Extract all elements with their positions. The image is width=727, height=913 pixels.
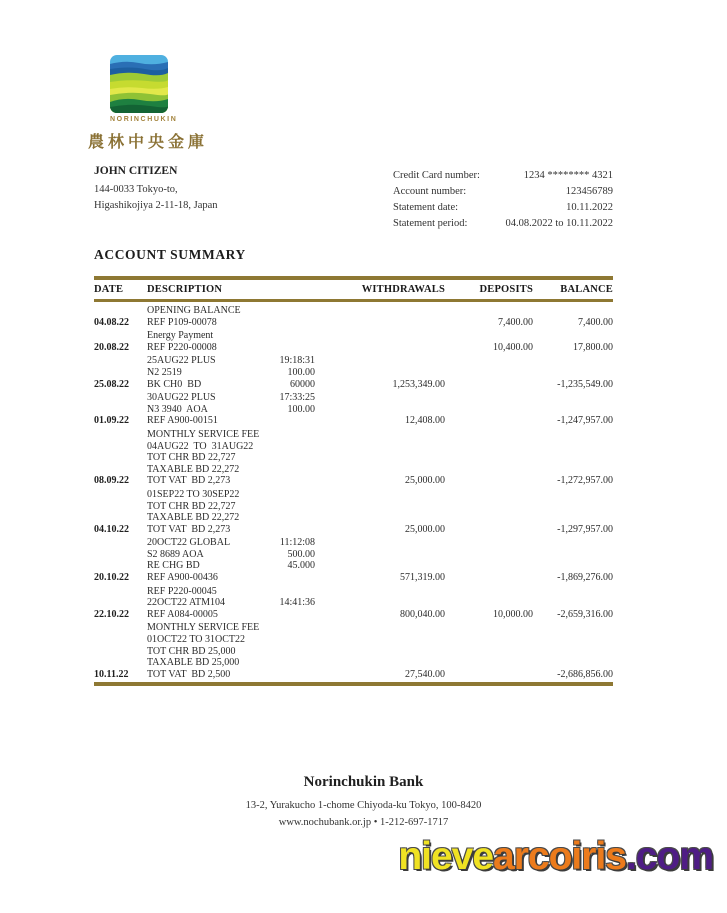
transaction-date-cell	[94, 646, 147, 658]
withdrawals-cell	[353, 342, 445, 354]
balance-cell	[533, 560, 613, 572]
transaction-description-cell	[147, 609, 353, 621]
description-text: TOT CHR BD 22,727	[147, 500, 236, 512]
description-text: TOT VAT BD 2,273	[147, 523, 231, 535]
description-text: REF A900-00436	[147, 572, 218, 584]
statement-period-value: 04.08.2022 to 10.11.2022	[505, 218, 613, 229]
transaction-date-cell	[94, 537, 147, 549]
transaction-description-cell	[147, 560, 353, 572]
balance-cell	[533, 512, 613, 524]
deposits-cell	[445, 572, 533, 584]
balance-cell: 7,400.00	[578, 316, 613, 328]
transaction-date-cell	[94, 404, 147, 416]
description-text: MONTHLY SERVICE FEE	[147, 622, 260, 634]
deposits-cell	[445, 646, 533, 658]
balance-cell: -2,686,856.00	[557, 668, 613, 680]
table-bottom-rule	[94, 682, 613, 686]
balance-cell	[533, 452, 613, 464]
deposits-cell	[445, 669, 533, 681]
withdrawals-cell	[353, 330, 445, 342]
balance-cell	[533, 646, 613, 658]
table-body	[94, 302, 613, 682]
transaction-description-cell	[147, 441, 353, 453]
statement-date-value: 10.11.2022	[566, 202, 613, 213]
description-value: 60000	[290, 378, 315, 390]
description-text: 20OCT22 GLOBAL	[147, 537, 231, 549]
table-row	[94, 379, 613, 391]
transaction-block	[94, 305, 613, 328]
transaction-date-cell	[94, 560, 147, 572]
transaction-description-cell	[147, 572, 353, 584]
balance-cell: -1,247,957.00	[557, 415, 613, 427]
transaction-date-cell	[94, 441, 147, 453]
withdrawals-cell	[353, 305, 445, 317]
table-row	[94, 317, 613, 329]
table-row	[94, 572, 613, 584]
withdrawals-cell	[353, 537, 445, 549]
description-text: 04AUG22 TO 31AUG22	[147, 440, 254, 452]
withdrawals-cell	[353, 367, 445, 379]
transaction-date-cell	[94, 586, 147, 598]
account-info-row	[393, 184, 613, 200]
transaction-date-cell	[94, 464, 147, 476]
table-row	[94, 441, 613, 453]
transaction-block	[94, 330, 613, 353]
deposits-cell	[445, 429, 533, 441]
table-row	[94, 415, 613, 427]
deposits-cell	[445, 441, 533, 453]
table-row	[94, 512, 613, 524]
transaction-date-cell	[94, 392, 147, 404]
description-text: TOT CHR BD 25,000	[147, 645, 236, 657]
bank-name-japanese: 農林中央金庫	[88, 134, 209, 151]
deposits-cell	[445, 305, 533, 317]
balance-cell	[533, 586, 613, 598]
transaction-description-cell	[147, 317, 353, 329]
balance-cell	[533, 330, 613, 342]
description-text: TAXABLE BD 22,272	[147, 463, 240, 475]
table-row	[94, 560, 613, 572]
transaction-date-cell: 08.09.22	[94, 475, 129, 487]
table-row	[94, 342, 613, 354]
description-text: TAXABLE BD 22,272	[147, 512, 240, 524]
customer-block	[94, 165, 218, 214]
description-text: RE CHG BD	[147, 560, 200, 572]
transaction-description-cell	[147, 355, 353, 367]
balance-cell	[533, 404, 613, 416]
description-text: REF A084-00005	[147, 608, 218, 620]
transaction-date-cell: 20.10.22	[94, 572, 129, 584]
balance-cell	[533, 549, 613, 561]
transaction-date-cell	[94, 501, 147, 513]
transaction-block	[94, 622, 613, 680]
balance-cell	[533, 367, 613, 379]
deposits-cell	[445, 452, 533, 464]
description-text: N2 2519	[147, 366, 182, 378]
site-watermark	[398, 835, 713, 879]
table-row	[94, 669, 613, 681]
transaction-description-cell	[147, 404, 353, 416]
transaction-description-cell	[147, 392, 353, 404]
deposits-cell	[445, 586, 533, 598]
table-row	[94, 634, 613, 646]
statement-period-label: Statement period:	[393, 218, 468, 229]
account-number-label: Account number:	[393, 186, 467, 197]
description-text: REF P220-00045	[147, 585, 217, 597]
transaction-description-cell	[147, 549, 353, 561]
transaction-description-cell	[147, 657, 353, 669]
withdrawals-cell	[353, 464, 445, 476]
transaction-date-cell	[94, 355, 147, 367]
customer-name: JOHN CITIZEN	[94, 165, 178, 177]
withdrawals-cell: 27,540.00	[405, 668, 445, 680]
description-text: 25AUG22 PLUS	[147, 355, 216, 367]
table-row	[94, 429, 613, 441]
table-row	[94, 609, 613, 621]
transaction-description-cell	[147, 646, 353, 658]
transaction-description-cell	[147, 415, 353, 427]
transaction-date-cell: 04.08.22	[94, 316, 129, 328]
transaction-date-cell: 01.09.22	[94, 415, 129, 427]
description-text: TAXABLE BD 25,000	[147, 657, 240, 669]
transaction-block	[94, 355, 613, 390]
description-text: REF A900-00151	[147, 415, 218, 427]
table-row	[94, 489, 613, 501]
transaction-date-cell: 22.10.22	[94, 608, 129, 620]
transaction-description-cell	[147, 501, 353, 513]
description-value: 45.000	[287, 560, 315, 572]
table-row	[94, 549, 613, 561]
deposits-cell: 10,400.00	[493, 341, 533, 353]
table-row	[94, 305, 613, 317]
transaction-block	[94, 429, 613, 487]
table-row	[94, 392, 613, 404]
withdrawals-cell	[353, 489, 445, 501]
transaction-block	[94, 489, 613, 535]
withdrawals-cell: 12,408.00	[405, 415, 445, 427]
description-value: 14:41:36	[279, 597, 315, 609]
transaction-block	[94, 537, 613, 583]
deposits-cell	[445, 657, 533, 669]
transaction-date-cell: 10.11.22	[94, 668, 129, 680]
customer-address-line1: 144-0033 Tokyo-to,	[94, 184, 178, 195]
transaction-description-cell	[147, 330, 353, 342]
transaction-date-cell	[94, 489, 147, 501]
transaction-description-cell	[147, 512, 353, 524]
deposits-cell	[445, 367, 533, 379]
withdrawals-cell: 571,319.00	[400, 572, 445, 584]
withdrawals-cell	[353, 317, 445, 329]
transaction-date-cell	[94, 512, 147, 524]
description-value: 19:18:31	[279, 355, 315, 367]
transaction-date-cell	[94, 549, 147, 561]
deposits-cell	[445, 512, 533, 524]
withdrawals-cell	[353, 512, 445, 524]
column-header-withdrawals: WITHDRAWALS	[361, 284, 445, 295]
deposits-cell	[445, 330, 533, 342]
description-value: 11:12:08	[279, 537, 315, 549]
withdrawals-cell: 800,040.00	[400, 608, 445, 620]
transaction-description-cell	[147, 669, 353, 681]
watermark-part2: arcoiris	[493, 835, 626, 878]
table-row	[94, 597, 613, 609]
balance-cell: -1,235,549.00	[557, 378, 613, 390]
transaction-description-cell	[147, 429, 353, 441]
balance-cell	[533, 429, 613, 441]
description-value: 100.00	[287, 366, 315, 378]
transaction-date-cell	[94, 367, 147, 379]
customer-address-line2: Higashikojiya 2-11-18, Japan	[94, 200, 218, 211]
deposits-cell: 10,000.00	[493, 608, 533, 620]
withdrawals-cell	[353, 392, 445, 404]
transaction-date-cell	[94, 597, 147, 609]
description-text: REF P220-00008	[147, 341, 217, 353]
transaction-description-cell	[147, 586, 353, 598]
bank-logo-image	[110, 55, 168, 113]
account-number-value: 123456789	[565, 186, 613, 197]
withdrawals-cell	[353, 549, 445, 561]
deposits-cell	[445, 489, 533, 501]
credit-card-number-label: Credit Card number:	[393, 170, 480, 181]
watermark-part1: nieve	[398, 835, 494, 878]
transactions-table	[94, 276, 613, 686]
column-header-balance: BALANCE	[560, 284, 613, 295]
deposits-cell	[445, 634, 533, 646]
transaction-description-cell	[147, 489, 353, 501]
balance-cell: -1,272,957.00	[557, 475, 613, 487]
table-row	[94, 355, 613, 367]
description-text: OPENING BALANCE	[147, 305, 241, 316]
withdrawals-cell	[353, 560, 445, 572]
transaction-block	[94, 392, 613, 427]
transaction-description-cell	[147, 367, 353, 379]
statement-footer	[0, 774, 727, 831]
withdrawals-cell: 1,253,349.00	[392, 378, 445, 390]
deposits-cell	[445, 560, 533, 572]
balance-cell: -1,869,276.00	[557, 572, 613, 584]
transaction-date-cell	[94, 452, 147, 464]
withdrawals-cell	[353, 586, 445, 598]
transaction-description-cell	[147, 452, 353, 464]
description-text: S2 8689 AOA	[147, 548, 204, 560]
balance-cell: 17,800.00	[573, 341, 613, 353]
table-row	[94, 537, 613, 549]
deposits-cell	[445, 537, 533, 549]
watermark-part3: .com	[625, 835, 713, 878]
table-header-row	[94, 280, 613, 299]
balance-cell	[533, 537, 613, 549]
account-info-row	[393, 200, 613, 216]
balance-cell	[533, 441, 613, 453]
deposits-cell	[445, 622, 533, 634]
table-row	[94, 330, 613, 342]
transaction-description-cell	[147, 524, 353, 536]
table-row	[94, 404, 613, 416]
withdrawals-cell	[353, 622, 445, 634]
balance-cell	[533, 634, 613, 646]
transaction-date-cell	[94, 429, 147, 441]
transaction-date-cell	[94, 657, 147, 669]
balance-cell	[533, 657, 613, 669]
table-row	[94, 452, 613, 464]
withdrawals-cell	[353, 404, 445, 416]
withdrawals-cell	[353, 634, 445, 646]
balance-cell	[533, 597, 613, 609]
transaction-description-cell	[147, 305, 353, 317]
statement-date-label: Statement date:	[393, 202, 459, 213]
balance-cell	[533, 355, 613, 367]
description-value: 100.00	[287, 403, 315, 415]
withdrawals-cell	[353, 657, 445, 669]
transaction-description-cell	[147, 379, 353, 391]
balance-cell	[533, 501, 613, 513]
table-row	[94, 657, 613, 669]
transaction-description-cell	[147, 342, 353, 354]
column-header-date: DATE	[94, 284, 124, 295]
deposits-cell	[445, 524, 533, 536]
description-text: TOT VAT BD 2,500	[147, 668, 231, 680]
credit-card-number-value: 1234 ******** 4321	[523, 170, 613, 181]
column-header-deposits: DEPOSITS	[479, 284, 533, 295]
balance-cell	[533, 489, 613, 501]
table-row	[94, 464, 613, 476]
transaction-description-cell	[147, 475, 353, 487]
description-value: 500.00	[287, 548, 315, 560]
transaction-date-cell	[94, 634, 147, 646]
transaction-description-cell	[147, 537, 353, 549]
description-text: N3 3940 AOA	[147, 403, 208, 415]
deposits-cell	[445, 597, 533, 609]
table-row	[94, 524, 613, 536]
withdrawals-cell	[353, 501, 445, 513]
deposits-cell	[445, 415, 533, 427]
withdrawals-cell	[353, 441, 445, 453]
transaction-date-cell: 20.08.22	[94, 341, 129, 353]
transaction-description-cell	[147, 464, 353, 476]
footer-address: 13-2, Yurakucho 1-chome Chiyoda-ku Tokyo, 100-8420	[245, 800, 482, 811]
table-row	[94, 646, 613, 658]
deposits-cell	[445, 464, 533, 476]
deposits-cell	[445, 379, 533, 391]
transaction-description-cell	[147, 622, 353, 634]
transaction-description-cell	[147, 634, 353, 646]
description-text: 01SEP22 TO 30SEP22	[147, 488, 240, 500]
account-info-block	[393, 168, 613, 232]
withdrawals-cell: 25,000.00	[405, 475, 445, 487]
deposits-cell	[445, 475, 533, 487]
description-text: BK CH0 BD	[147, 378, 202, 390]
description-text: Energy Payment	[147, 330, 214, 342]
balance-cell	[533, 305, 613, 317]
withdrawals-cell	[353, 452, 445, 464]
balance-cell: -2,659,316.00	[557, 608, 613, 620]
transaction-date-cell: 25.08.22	[94, 378, 129, 390]
balance-cell: -1,297,957.00	[557, 523, 613, 535]
description-text: REF P109-00078	[147, 316, 217, 328]
description-text: 22OCT22 ATM104	[147, 597, 226, 609]
transaction-date-cell: 04.10.22	[94, 523, 129, 535]
table-row	[94, 475, 613, 487]
footer-contact: www.nochubank.or.jp • 1-212-697-1717	[278, 817, 449, 828]
withdrawals-cell: 25,000.00	[405, 523, 445, 535]
bank-name-english: NORINCHUKIN	[110, 116, 178, 123]
description-text: 01OCT22 TO 31OCT22	[147, 634, 245, 646]
deposits-cell: 7,400.00	[498, 316, 533, 328]
balance-cell	[533, 464, 613, 476]
transaction-date-cell	[94, 330, 147, 342]
balance-cell	[533, 622, 613, 634]
table-row	[94, 586, 613, 598]
deposits-cell	[445, 392, 533, 404]
description-text: TOT VAT BD 2,273	[147, 475, 231, 487]
description-value: 17:33:25	[279, 392, 315, 404]
description-text: MONTHLY SERVICE FEE	[147, 428, 260, 440]
footer-bank-name: Norinchukin Bank	[303, 774, 424, 790]
withdrawals-cell	[353, 355, 445, 367]
column-header-description: DESCRIPTION	[147, 284, 223, 295]
deposits-cell	[445, 549, 533, 561]
deposits-cell	[445, 404, 533, 416]
table-row	[94, 501, 613, 513]
table-row	[94, 622, 613, 634]
deposits-cell	[445, 355, 533, 367]
withdrawals-cell	[353, 429, 445, 441]
withdrawals-cell	[353, 597, 445, 609]
transaction-block	[94, 586, 613, 621]
account-info-row	[393, 168, 613, 184]
description-text: TOT CHR BD 22,727	[147, 452, 236, 464]
account-info-row	[393, 216, 613, 232]
transaction-date-cell	[94, 305, 147, 317]
description-text: 30AUG22 PLUS	[147, 392, 216, 404]
transaction-description-cell	[147, 597, 353, 609]
account-summary-title: ACCOUNT SUMMARY	[94, 247, 246, 262]
table-row	[94, 367, 613, 379]
withdrawals-cell	[353, 646, 445, 658]
deposits-cell	[445, 501, 533, 513]
transaction-date-cell	[94, 622, 147, 634]
balance-cell	[533, 392, 613, 404]
